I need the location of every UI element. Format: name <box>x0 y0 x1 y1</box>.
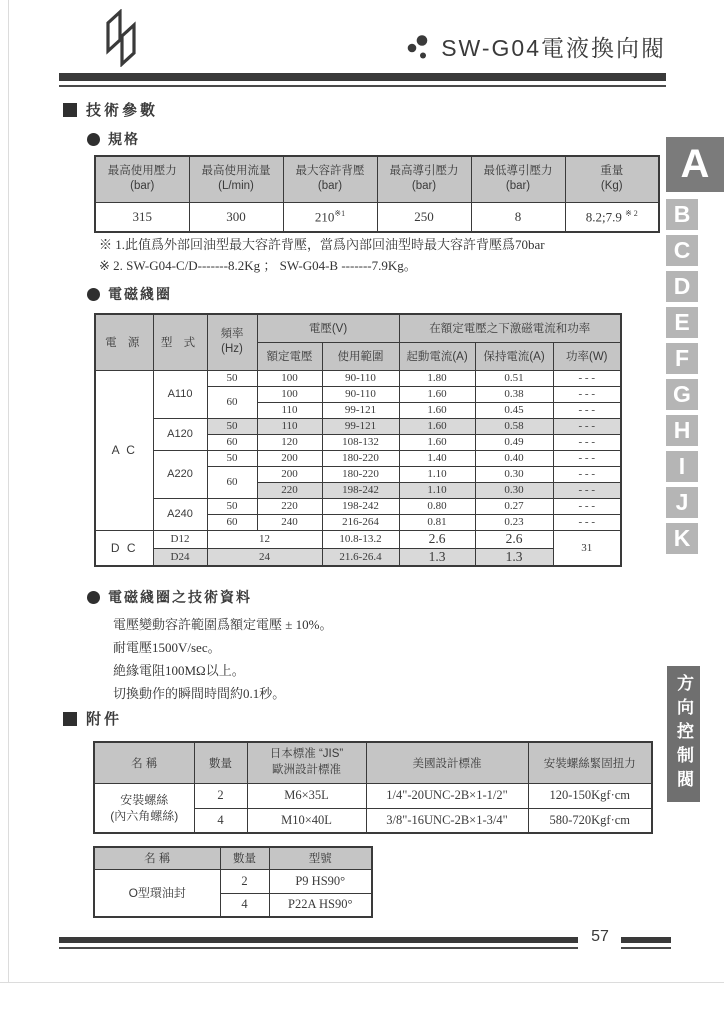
cell: 100 <box>257 370 322 386</box>
col-header: 最大容許背壓 (bar) <box>283 156 377 202</box>
subsection-title: 規格 <box>108 131 140 147</box>
side-tab-E: E <box>666 307 698 338</box>
cell: 50 <box>207 370 257 386</box>
spec-table <box>94 155 660 233</box>
cell: 60 <box>207 466 257 498</box>
cell: 1.60 <box>399 402 475 418</box>
circle-bullet-icon <box>87 288 100 301</box>
col-header: 日本標准 “JIS” 歐洲設計標准 <box>247 742 366 783</box>
col-header: 美國設計標准 <box>366 742 528 783</box>
cell: 50 <box>207 498 257 514</box>
page-edge-left <box>8 0 9 982</box>
subsection-title: 電磁綫圈 <box>108 286 172 302</box>
section-title: 附件 <box>86 711 123 728</box>
cell: 1.60 <box>399 418 475 434</box>
cell: 60 <box>207 434 257 450</box>
coil-tech-notes <box>113 613 332 705</box>
subsection-spec <box>87 129 140 149</box>
cell: 8 <box>471 202 565 232</box>
cell-part-name: 安裝螺絲 (內六角螺絲) <box>94 783 194 833</box>
brand-n-logo <box>104 9 138 67</box>
col-header: 安裝螺絲緊固扭力 <box>528 742 652 783</box>
cell: 0.30 <box>475 482 553 498</box>
cell: 0.58 <box>475 418 553 434</box>
cell: 0.38 <box>475 386 553 402</box>
subsection-title: 電磁綫圈之技術資料 <box>108 589 252 605</box>
cell: - - - <box>553 482 621 498</box>
cell: 0.30 <box>475 466 553 482</box>
subsection-coil-tech <box>87 587 252 607</box>
side-tab-F: F <box>666 343 698 374</box>
col-header: 名 稱 <box>94 742 194 783</box>
cell: - - - <box>553 386 621 402</box>
cell: M6×35L <box>247 783 366 808</box>
col-header: 名 稱 <box>94 847 220 869</box>
cell: - - - <box>553 434 621 450</box>
cell: 0.49 <box>475 434 553 450</box>
cell: 0.27 <box>475 498 553 514</box>
cell: 300 <box>189 202 283 232</box>
square-bullet-icon <box>63 712 77 726</box>
page-title: SW-G04電液換向閥 <box>441 35 666 61</box>
cell: 180-220 <box>322 450 399 466</box>
side-tab-I: I <box>666 451 698 482</box>
footer-rule-thin <box>59 947 578 949</box>
cell: 1.40 <box>399 450 475 466</box>
cell: 2 <box>220 869 269 893</box>
footer-rule-thick-right <box>621 937 671 943</box>
cell: 0.45 <box>475 402 553 418</box>
cell: 198-242 <box>322 498 399 514</box>
note-line: 切換動作的瞬間時間約0.1秒。 <box>113 686 286 701</box>
cell: 8.2;7.9 $^{※ 2}$ <box>565 202 659 232</box>
col-header: 型號 <box>269 847 372 869</box>
col-header: 使用範圍 <box>322 342 399 370</box>
cell: 4 <box>220 893 269 917</box>
note-line: ※ 1.此值爲外部回油型最大容許背壓，當爲內部回油型時最大容許背壓爲70bar <box>99 237 545 252</box>
side-tab-H: H <box>666 415 698 446</box>
accessories-table <box>93 741 653 834</box>
header-rule-thin <box>59 85 666 87</box>
cell: 99-121 <box>322 402 399 418</box>
section-title: 技術參數 <box>86 102 159 119</box>
col-header: 最高使用壓力 (bar) <box>95 156 189 202</box>
cell: - - - <box>553 498 621 514</box>
cell: 1/4"-20UNC-2B×1-1/2" <box>366 783 528 808</box>
cell: 120-150Kgf·cm <box>528 783 652 808</box>
col-header: 功率(W) <box>553 342 621 370</box>
note-line: 耐電壓1500V/sec。 <box>113 640 221 655</box>
section-accessories <box>63 708 122 729</box>
cell: 580-720Kgf·cm <box>528 808 652 833</box>
cell: 31 <box>553 530 621 566</box>
cell: P9 HS90° <box>269 869 372 893</box>
cell: - - - <box>553 514 621 530</box>
category-tab-directional-control-valve: 方向控制閥 <box>667 666 700 802</box>
col-header-group: 在額定電壓之下激磁電流和功率 <box>399 314 621 342</box>
col-header: 最高導引壓力 (bar) <box>377 156 471 202</box>
col-header: 保持電流(A) <box>475 342 553 370</box>
cell: - - - <box>553 402 621 418</box>
col-header: 最低導引壓力 (bar) <box>471 156 565 202</box>
square-bullet-icon <box>63 103 77 117</box>
spec-notes <box>99 234 545 276</box>
col-header-group: 電壓(V) <box>257 314 399 342</box>
cell: 3/8"-16UNC-2B×1-3/4" <box>366 808 528 833</box>
cell: 110 <box>257 418 322 434</box>
cell: - - - <box>553 418 621 434</box>
cell: 60 <box>207 514 257 530</box>
subsection-coil <box>87 284 172 304</box>
cell: 1.80 <box>399 370 475 386</box>
cell: 0.23 <box>475 514 553 530</box>
side-tab-G: G <box>666 379 698 410</box>
footer-rule-thin-right <box>621 947 671 949</box>
cell: 90-110 <box>322 370 399 386</box>
cell: 315 <box>95 202 189 232</box>
cell: 120 <box>257 434 322 450</box>
cell: 50 <box>207 418 257 434</box>
cell: 1.60 <box>399 434 475 450</box>
note-line: 電壓變動容許範圍爲額定電壓 ± 10%。 <box>113 617 333 632</box>
col-header: 數量 <box>220 847 269 869</box>
cell: 100 <box>257 386 322 402</box>
cell: 24 <box>207 548 322 566</box>
col-header: 最高使用流量 (L/min) <box>189 156 283 202</box>
side-tab-J: J <box>666 487 698 518</box>
cell-power-dc: D C <box>95 530 153 566</box>
col-header: 起動電流(A) <box>399 342 475 370</box>
note-line: 絶緣電阻100MΩ以上。 <box>113 663 245 678</box>
cell: 50 <box>207 450 257 466</box>
cell: M10×40L <box>247 808 366 833</box>
side-tab-C: C <box>666 235 698 266</box>
oring-table <box>93 846 373 918</box>
cell-part-name: O型環油封 <box>94 869 220 917</box>
cell: 1.10 <box>399 482 475 498</box>
cell: 0.51 <box>475 370 553 386</box>
cell: 0.81 <box>399 514 475 530</box>
cell: 1.10 <box>399 466 475 482</box>
side-tab-K: K <box>666 523 698 554</box>
section-tech-params <box>63 99 158 120</box>
cell: - - - <box>553 370 621 386</box>
cell: - - - <box>553 450 621 466</box>
cell: 1.60 <box>399 386 475 402</box>
cell: 2.6 <box>475 530 553 548</box>
circle-bullet-icon <box>87 591 100 604</box>
cell: 99-121 <box>322 418 399 434</box>
cell: 10.8-13.2 <box>322 530 399 548</box>
cell: 200 <box>257 450 322 466</box>
header-rule-thick <box>59 73 666 81</box>
cell: 90-110 <box>322 386 399 402</box>
cell: 1.3 <box>399 548 475 566</box>
cell-model: A220 <box>153 450 207 498</box>
cell: 210$^{※1}$ <box>283 202 377 232</box>
cell: 110 <box>257 402 322 418</box>
cell: 180-220 <box>322 466 399 482</box>
cell: 4 <box>194 808 247 833</box>
cell: 0.40 <box>475 450 553 466</box>
col-header: 型 式 <box>153 314 207 370</box>
col-header: 額定電壓 <box>257 342 322 370</box>
cell: 198-242 <box>322 482 399 498</box>
cell: 108-132 <box>322 434 399 450</box>
cell-model: A240 <box>153 498 207 530</box>
cell-model: A110 <box>153 370 207 418</box>
coil-table <box>94 313 622 567</box>
cell: 200 <box>257 466 322 482</box>
page-edge-bottom <box>0 982 724 983</box>
col-header: 數量 <box>194 742 247 783</box>
side-tab-B: B <box>666 199 698 230</box>
cell: 220 <box>257 498 322 514</box>
cell: 240 <box>257 514 322 530</box>
col-header: 重量 (Kg) <box>565 156 659 202</box>
cell-power-ac: A C <box>95 370 153 530</box>
cell: 2 <box>194 783 247 808</box>
cell-model: D12 <box>153 530 207 548</box>
cell: 2.6 <box>399 530 475 548</box>
cell: 250 <box>377 202 471 232</box>
circle-bullet-icon <box>87 133 100 146</box>
cell: 220 <box>257 482 322 498</box>
page-header <box>405 30 666 63</box>
cell: 216-264 <box>322 514 399 530</box>
cell-model: A120 <box>153 418 207 450</box>
cell: 21.6-26.4 <box>322 548 399 566</box>
cell: - - - <box>553 466 621 482</box>
note-line: ※ 2. SW-G04-C/D-------8.2Kg ； SW-G04-B -------7.9Kg。 <box>99 258 417 273</box>
cell: 0.80 <box>399 498 475 514</box>
footer-rule-thick <box>59 937 578 943</box>
cell: 12 <box>207 530 322 548</box>
side-tab-D: D <box>666 271 698 302</box>
col-header: 電 源 <box>95 314 153 370</box>
col-header: 頻率 (Hz) <box>207 314 257 370</box>
cell-model: D24 <box>153 548 207 566</box>
cell: 1.3 <box>475 548 553 566</box>
cell: P22A HS90° <box>269 893 372 917</box>
page-number: 57 <box>591 928 609 945</box>
title-dots-icon <box>405 33 432 61</box>
cell: 60 <box>207 386 257 418</box>
side-tab-A-active: A <box>666 137 724 192</box>
